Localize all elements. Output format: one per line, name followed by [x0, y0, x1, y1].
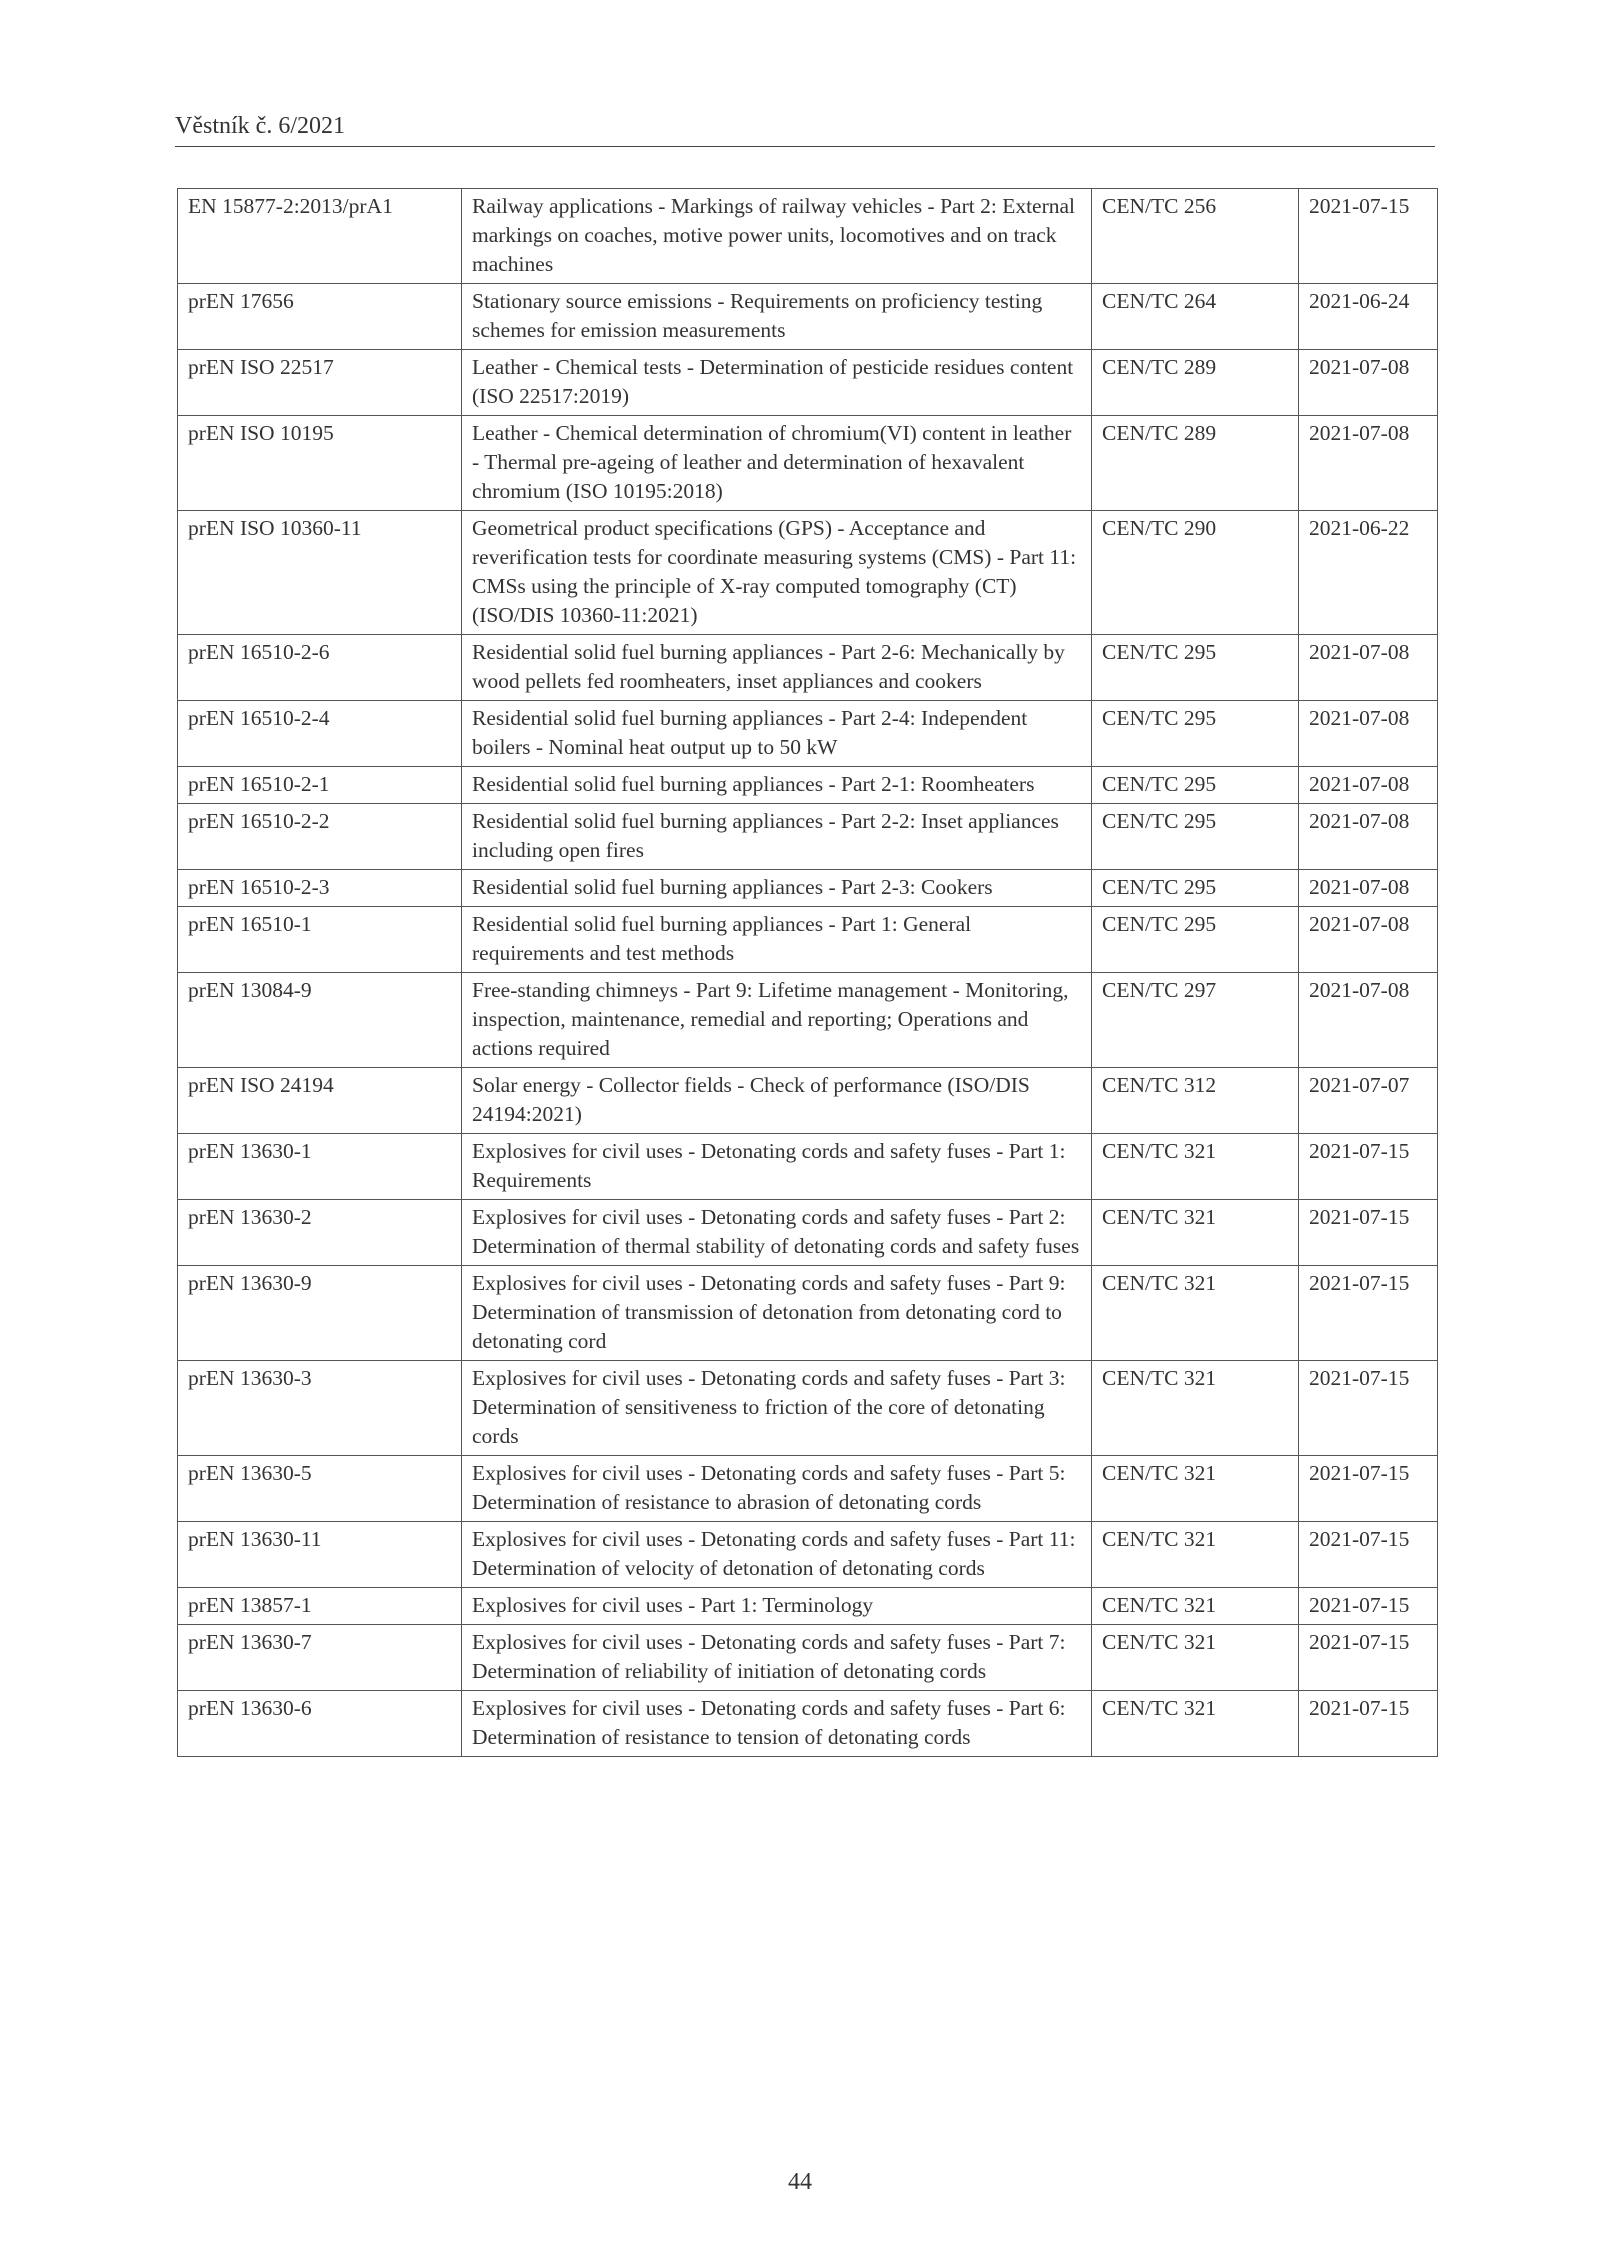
standard-title-cell: Explosives for civil uses - Detonating cords and safety fuses - Part 7: Determination of reliability of initiation of detonating cords — [462, 1625, 1092, 1691]
table-row — [178, 1134, 1438, 1200]
deadline-date-cell: 2021-07-08 — [1299, 907, 1438, 973]
deadline-date-cell: 2021-07-15 — [1299, 1266, 1438, 1361]
standard-code-cell: prEN 16510-2-1 — [178, 767, 462, 804]
standard-code-cell: prEN 16510-2-6 — [178, 635, 462, 701]
deadline-date-cell: 2021-07-08 — [1299, 973, 1438, 1068]
table-row — [178, 1266, 1438, 1361]
deadline-date-cell: 2021-07-15 — [1299, 1691, 1438, 1757]
standard-title-cell: Explosives for civil uses - Detonating cords and safety fuses - Part 3: Determination of sensitiveness to friction of the core of detonating cords — [462, 1361, 1092, 1456]
deadline-date-cell: 2021-07-15 — [1299, 1361, 1438, 1456]
deadline-date-cell: 2021-07-08 — [1299, 350, 1438, 416]
table-row — [178, 189, 1438, 284]
table-row — [178, 635, 1438, 701]
table-row — [178, 511, 1438, 635]
table-row — [178, 350, 1438, 416]
standard-title-cell: Explosives for civil uses - Detonating cords and safety fuses - Part 2: Determination of thermal stability of detonating cords and safety fuses — [462, 1200, 1092, 1266]
standard-code-cell: prEN ISO 10360-11 — [178, 511, 462, 635]
technical-committee-cell: CEN/TC 297 — [1092, 973, 1299, 1068]
deadline-date-cell: 2021-07-15 — [1299, 1625, 1438, 1691]
standard-title-cell: Explosives for civil uses - Detonating cords and safety fuses - Part 11: Determination of velocity of detonation of detonating cords — [462, 1522, 1092, 1588]
journal-title: Věstník č. 6/2021 — [175, 113, 345, 139]
standard-title-cell: Leather - Chemical determination of chromium(VI) content in leather - Thermal pre-ageing of leather and determination of hexavalent chromium (ISO 10195:2018) — [462, 416, 1092, 511]
technical-committee-cell: CEN/TC 321 — [1092, 1134, 1299, 1200]
standard-title-cell: Residential solid fuel burning appliances - Part 2-3: Cookers — [462, 870, 1092, 907]
standard-title-cell: Residential solid fuel burning appliances - Part 2-2: Inset appliances including open fires — [462, 804, 1092, 870]
table-row — [178, 1625, 1438, 1691]
standard-title-cell: Railway applications - Markings of railway vehicles - Part 2: External markings on coaches, motive power units, locomotives and on track machines — [462, 189, 1092, 284]
technical-committee-cell: CEN/TC 295 — [1092, 635, 1299, 701]
technical-committee-cell: CEN/TC 295 — [1092, 804, 1299, 870]
standards-table-body — [178, 189, 1438, 1757]
standard-title-cell: Solar energy - Collector fields - Check of performance (ISO/DIS 24194:2021) — [462, 1068, 1092, 1134]
technical-committee-cell: CEN/TC 256 — [1092, 189, 1299, 284]
table-row — [178, 767, 1438, 804]
standard-title-cell: Explosives for civil uses - Part 1: Terminology — [462, 1588, 1092, 1625]
technical-committee-cell: CEN/TC 295 — [1092, 767, 1299, 804]
deadline-date-cell: 2021-07-08 — [1299, 416, 1438, 511]
standard-code-cell: prEN 17656 — [178, 284, 462, 350]
standard-code-cell: prEN 16510-2-4 — [178, 701, 462, 767]
table-row — [178, 1200, 1438, 1266]
standard-code-cell: prEN 13084-9 — [178, 973, 462, 1068]
table-row — [178, 907, 1438, 973]
technical-committee-cell: CEN/TC 321 — [1092, 1522, 1299, 1588]
standard-title-cell: Residential solid fuel burning appliances - Part 2-6: Mechanically by wood pellets fed roomheaters, inset appliances and cookers — [462, 635, 1092, 701]
technical-committee-cell: CEN/TC 321 — [1092, 1691, 1299, 1757]
deadline-date-cell: 2021-06-24 — [1299, 284, 1438, 350]
table-row — [178, 416, 1438, 511]
table-row — [178, 804, 1438, 870]
technical-committee-cell: CEN/TC 321 — [1092, 1200, 1299, 1266]
deadline-date-cell: 2021-07-15 — [1299, 1588, 1438, 1625]
standard-title-cell: Free-standing chimneys - Part 9: Lifetime management - Monitoring, inspection, maintenance, remedial and reporting; Operations and actions required — [462, 973, 1092, 1068]
standard-title-cell: Residential solid fuel burning appliances - Part 2-4: Independent boilers - Nominal heat output up to 50 kW — [462, 701, 1092, 767]
deadline-date-cell: 2021-07-15 — [1299, 1456, 1438, 1522]
technical-committee-cell: CEN/TC 321 — [1092, 1361, 1299, 1456]
table-row — [178, 1588, 1438, 1625]
standard-title-cell: Stationary source emissions - Requirements on proficiency testing schemes for emission measurements — [462, 284, 1092, 350]
standard-code-cell: prEN 13630-11 — [178, 1522, 462, 1588]
standard-title-cell: Residential solid fuel burning appliances - Part 1: General requirements and test methods — [462, 907, 1092, 973]
deadline-date-cell: 2021-07-07 — [1299, 1068, 1438, 1134]
deadline-date-cell: 2021-07-08 — [1299, 701, 1438, 767]
technical-committee-cell: CEN/TC 321 — [1092, 1456, 1299, 1522]
table-row — [178, 284, 1438, 350]
standard-title-cell: Explosives for civil uses - Detonating cords and safety fuses - Part 9: Determination of transmission of detonation from detonating cord to detonating cord — [462, 1266, 1092, 1361]
standard-code-cell: prEN ISO 24194 — [178, 1068, 462, 1134]
table-row — [178, 973, 1438, 1068]
table-row — [178, 1361, 1438, 1456]
standard-title-cell: Residential solid fuel burning appliances - Part 2-1: Roomheaters — [462, 767, 1092, 804]
technical-committee-cell: CEN/TC 289 — [1092, 416, 1299, 511]
technical-committee-cell: CEN/TC 295 — [1092, 701, 1299, 767]
deadline-date-cell: 2021-07-15 — [1299, 189, 1438, 284]
standard-code-cell: prEN 13630-7 — [178, 1625, 462, 1691]
deadline-date-cell: 2021-07-08 — [1299, 870, 1438, 907]
technical-committee-cell: CEN/TC 289 — [1092, 350, 1299, 416]
page-header — [175, 112, 1435, 147]
standard-title-cell: Explosives for civil uses - Detonating cords and safety fuses - Part 6: Determination of resistance to tension of detonating cords — [462, 1691, 1092, 1757]
standard-code-cell: prEN 13630-9 — [178, 1266, 462, 1361]
technical-committee-cell: CEN/TC 321 — [1092, 1266, 1299, 1361]
standard-title-cell: Explosives for civil uses - Detonating cords and safety fuses - Part 5: Determination of resistance to abrasion of detonating cords — [462, 1456, 1092, 1522]
table-row — [178, 1068, 1438, 1134]
deadline-date-cell: 2021-07-08 — [1299, 767, 1438, 804]
standards-table — [177, 188, 1438, 1757]
standard-code-cell: prEN 16510-1 — [178, 907, 462, 973]
page-number: 44 — [788, 2169, 812, 2195]
standard-code-cell: prEN 13630-3 — [178, 1361, 462, 1456]
standard-code-cell: prEN 16510-2-3 — [178, 870, 462, 907]
standard-code-cell: prEN 13857-1 — [178, 1588, 462, 1625]
table-row — [178, 870, 1438, 907]
deadline-date-cell: 2021-06-22 — [1299, 511, 1438, 635]
technical-committee-cell: CEN/TC 321 — [1092, 1625, 1299, 1691]
table-row — [178, 1456, 1438, 1522]
table-row — [178, 1691, 1438, 1757]
table-row — [178, 701, 1438, 767]
technical-committee-cell: CEN/TC 264 — [1092, 284, 1299, 350]
technical-committee-cell: CEN/TC 295 — [1092, 907, 1299, 973]
standard-code-cell: EN 15877-2:2013/prA1 — [178, 189, 462, 284]
standard-title-cell: Geometrical product specifications (GPS) - Acceptance and reverification tests for coordinate measuring systems (CMS) - Part 11: CMSs using the principle of X-ray computed tomography (CT) (ISO/DIS 10360-11:2021) — [462, 511, 1092, 635]
deadline-date-cell: 2021-07-15 — [1299, 1134, 1438, 1200]
standard-code-cell: prEN 13630-1 — [178, 1134, 462, 1200]
standard-code-cell: prEN ISO 10195 — [178, 416, 462, 511]
standard-code-cell: prEN 13630-6 — [178, 1691, 462, 1757]
standard-code-cell: prEN 16510-2-2 — [178, 804, 462, 870]
standard-code-cell: prEN 13630-5 — [178, 1456, 462, 1522]
deadline-date-cell: 2021-07-08 — [1299, 804, 1438, 870]
deadline-date-cell: 2021-07-15 — [1299, 1522, 1438, 1588]
deadline-date-cell: 2021-07-08 — [1299, 635, 1438, 701]
deadline-date-cell: 2021-07-15 — [1299, 1200, 1438, 1266]
standard-title-cell: Leather - Chemical tests - Determination of pesticide residues content (ISO 22517:2019) — [462, 350, 1092, 416]
standard-code-cell: prEN ISO 22517 — [178, 350, 462, 416]
technical-committee-cell: CEN/TC 290 — [1092, 511, 1299, 635]
standard-code-cell: prEN 13630-2 — [178, 1200, 462, 1266]
technical-committee-cell: CEN/TC 321 — [1092, 1588, 1299, 1625]
standard-title-cell: Explosives for civil uses - Detonating cords and safety fuses - Part 1: Requirements — [462, 1134, 1092, 1200]
technical-committee-cell: CEN/TC 295 — [1092, 870, 1299, 907]
technical-committee-cell: CEN/TC 312 — [1092, 1068, 1299, 1134]
table-row — [178, 1522, 1438, 1588]
